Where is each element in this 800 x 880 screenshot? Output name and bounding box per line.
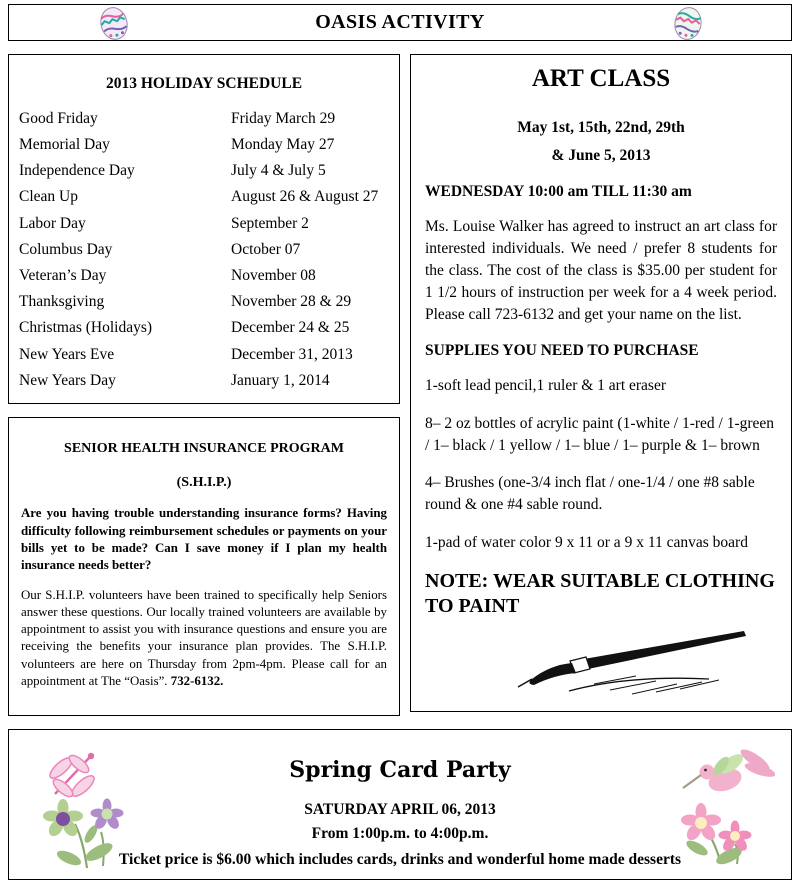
hummingbird-flowers-illustration bbox=[663, 736, 775, 868]
holiday-date: November 28 & 29 bbox=[231, 293, 352, 311]
ship-body-text: Our S.H.I.P. volunteers have been trained to specifically help Seniors answer these questions. Our locally trained volunteers are available by appointment to assist you with insurance questions and ensure you are receiving the benefits your insurance plan provides. The S.H.I.P. volunteers are here on Thursday from 2pm-4pm. Please call for an appointment at The “Oasis”. bbox=[21, 587, 387, 688]
ship-section bbox=[8, 417, 400, 716]
holiday-name: Veteran’s Day bbox=[19, 266, 107, 284]
holiday-name: New Years Day bbox=[19, 371, 116, 389]
card-party-date: SATURDAY APRIL 06, 2013 bbox=[304, 801, 496, 819]
holiday-row bbox=[15, 211, 393, 237]
holiday-row bbox=[15, 106, 393, 132]
ship-phone-number: 732-6132. bbox=[170, 673, 224, 688]
holiday-schedule-title: 2013 HOLIDAY SCHEDULE bbox=[105, 74, 303, 92]
holiday-name: Clean Up bbox=[19, 188, 78, 206]
holiday-name: Independence Day bbox=[19, 162, 135, 180]
art-class-schedule-heading: WEDNESDAY 10:00 am TILL 11:30 am bbox=[425, 182, 692, 200]
holiday-name: Good Friday bbox=[19, 109, 98, 127]
holiday-date: November 08 bbox=[231, 266, 316, 284]
easter-egg-icon bbox=[670, 4, 706, 44]
supply-item: 4– Brushes (one-3/4 inch flat / one-1/4 / one #8 sable round & one #4 sable round. bbox=[425, 474, 755, 514]
holiday-row bbox=[15, 289, 393, 315]
paintbrush-illustration bbox=[514, 621, 749, 703]
holiday-row bbox=[15, 315, 393, 341]
page-title: OASIS ACTIVITY bbox=[315, 11, 485, 33]
holiday-name: Memorial Day bbox=[19, 135, 110, 153]
holiday-name: Labor Day bbox=[19, 214, 86, 232]
ship-subtitle: (S.H.I.P.) bbox=[176, 474, 232, 490]
holiday-date: October 07 bbox=[231, 240, 301, 258]
ship-question-paragraph: Are you having trouble understanding insurance forms? Having difficulty following reimbursement schedules or payments on your bills yet to be made? Can I save money if I plan my health insurance needs better? bbox=[21, 506, 387, 572]
card-party-title: Spring Card Party bbox=[289, 757, 511, 784]
easter-egg-icon bbox=[95, 3, 133, 44]
holiday-date: January 1, 2014 bbox=[231, 371, 330, 389]
holiday-row bbox=[15, 263, 393, 289]
easter-egg-icon bbox=[95, 3, 133, 44]
supply-item: 1-soft lead pencil,1 ruler & 1 art eraser bbox=[425, 377, 667, 395]
card-party-section bbox=[8, 729, 792, 880]
holiday-date: August 26 & August 27 bbox=[231, 188, 379, 206]
holiday-name: Thanksgiving bbox=[19, 293, 105, 311]
holiday-date: September 2 bbox=[231, 214, 309, 232]
holiday-schedule-list bbox=[15, 106, 393, 394]
left-column bbox=[8, 54, 400, 716]
art-class-title: ART CLASS bbox=[531, 65, 671, 92]
ship-title: SENIOR HEALTH INSURANCE PROGRAM bbox=[64, 440, 344, 456]
dragonfly-flowers-illustration bbox=[25, 740, 145, 870]
holiday-name: Columbus Day bbox=[19, 240, 113, 258]
holiday-date: Monday May 27 bbox=[231, 135, 335, 153]
holiday-date: December 24 & 25 bbox=[231, 319, 350, 337]
paintbrush-illustration bbox=[425, 621, 777, 703]
card-party-details: Ticket price is $6.00 which includes cards, drinks and wonderful home made desserts bbox=[118, 851, 682, 869]
supply-item: 8– 2 oz bottles of acrylic paint (1-white / 1-red / 1-green / 1– black / 1 yellow / 1– blue / 1– purple & 1– brown bbox=[425, 414, 775, 454]
holiday-row bbox=[15, 132, 393, 158]
hummingbird-flowers-illustration bbox=[663, 736, 775, 868]
holiday-row bbox=[15, 368, 393, 394]
page-header bbox=[8, 4, 792, 41]
art-class-dates-line2: & June 5, 2013 bbox=[551, 146, 651, 164]
art-class-note: NOTE: WEAR SUITABLE CLOTHING TO PAINT bbox=[425, 570, 775, 618]
holiday-schedule-section bbox=[8, 54, 400, 404]
art-class-description: Ms. Louise Walker has agreed to instruct an art class for interested individuals. We need / prefer 8 students for the class. The cost of the class is $35.00 per student for 1 1/2 hours of instruction per week for a 4 week period. Please call 723-6132 and get your name on the list. bbox=[425, 218, 777, 324]
holiday-row bbox=[15, 184, 393, 210]
holiday-row bbox=[15, 342, 393, 368]
supply-item: 1-pad of water color 9 x 11 or a 9 x 11 canvas board bbox=[425, 533, 748, 551]
art-class-section bbox=[410, 54, 792, 712]
art-supplies-heading: SUPPLIES YOU NEED TO PURCHASE bbox=[425, 341, 699, 359]
holiday-row bbox=[15, 237, 393, 263]
card-party-time: From 1:00p.m. to 4:00p.m. bbox=[311, 825, 489, 843]
holiday-name: New Years Eve bbox=[19, 345, 115, 363]
holiday-date: Friday March 29 bbox=[231, 109, 336, 127]
dragonfly-flowers-illustration bbox=[25, 740, 145, 870]
art-class-dates-line1: May 1st, 15th, 22nd, 29th bbox=[517, 118, 685, 136]
ship-body-paragraph bbox=[21, 587, 387, 690]
holiday-date: July 4 & July 5 bbox=[231, 162, 326, 180]
main-content bbox=[8, 54, 792, 716]
holiday-date: December 31, 2013 bbox=[231, 345, 353, 363]
holiday-name: Christmas (Holidays) bbox=[19, 319, 153, 337]
easter-egg-icon bbox=[670, 4, 706, 44]
holiday-row bbox=[15, 158, 393, 184]
